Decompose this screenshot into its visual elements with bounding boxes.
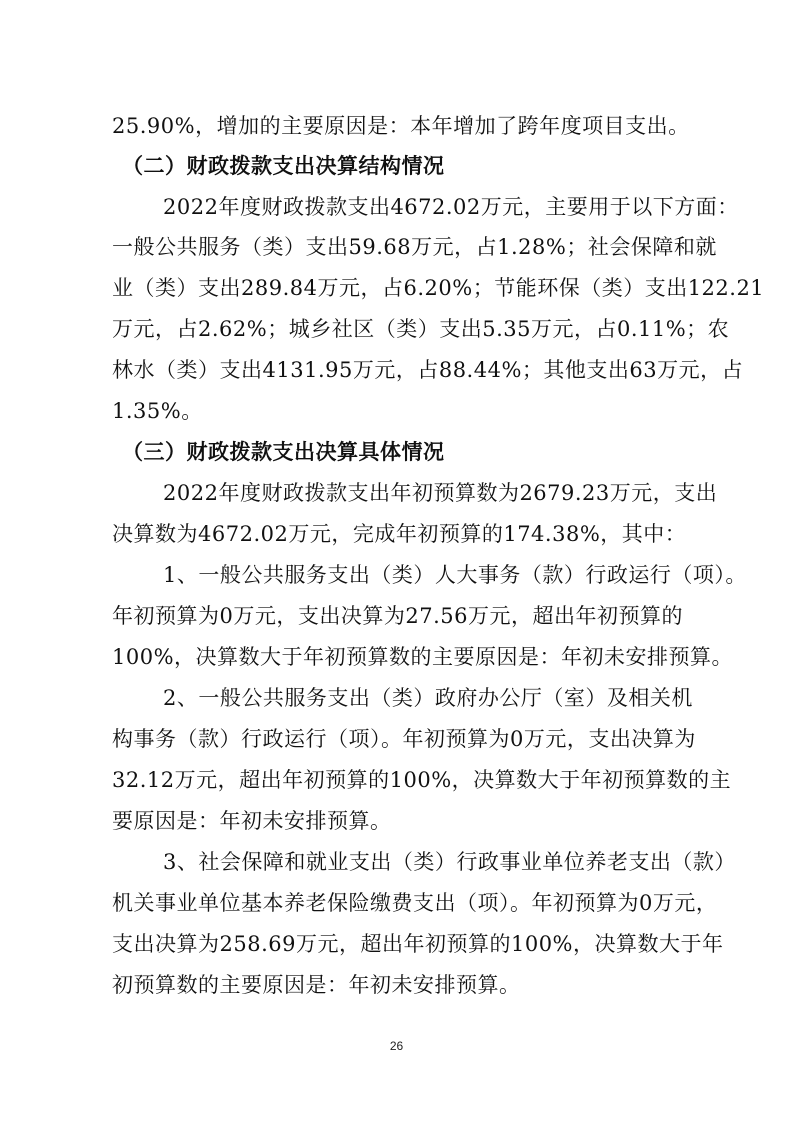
- paragraph-line: 初预算数的主要原因是：年初未安排预算。: [112, 973, 521, 997]
- paragraph-line: 林水（类）支出4131.95万元，占88.44%；其他支出63万元，占: [112, 358, 744, 382]
- paragraph-line: 100%，决算数大于年初预算数的主要原因是：年初未安排预算。: [112, 645, 734, 669]
- paragraph-line: 2022年度财政拨款支出年初预算数为2679.23万元，支出: [163, 481, 718, 505]
- section-heading: （二）财政拨款支出决算结构情况: [122, 154, 445, 178]
- paragraph-line: 构事务（款）行政运行（项）。年初预算为0万元，支出决算为: [112, 727, 696, 751]
- section-heading: （三）财政拨款支出决算具体情况: [122, 440, 445, 464]
- paragraph-line: 一般公共服务（类）支出59.68万元，占1.28%；社会保障和就: [112, 235, 717, 259]
- paragraph-line: 业（类）支出289.84万元，占6.20%；节能环保（类）支出122.21: [112, 276, 765, 300]
- paragraph-line: 年初预算为0万元，支出决算为27.56万元，超出年初预算的: [112, 604, 683, 628]
- paragraph-line: 32.12万元，超出年初预算的100%，决算数大于年初预算数的主: [112, 768, 732, 792]
- list-item-line: 3、社会保障和就业支出（类）行政事业单位养老支出（款）: [163, 850, 736, 874]
- paragraph-line: 万元，占2.62%；城乡社区（类）支出5.35万元，占0.11%；农: [112, 317, 730, 341]
- paragraph-line: 1.35%。: [112, 399, 203, 423]
- paragraph-line: 2022年度财政拨款支出4672.02万元，主要用于以下方面：: [163, 195, 739, 219]
- paragraph-line: 要原因是：年初未安排预算。: [112, 809, 392, 833]
- paragraph-line: 决算数为4672.02万元，完成年初预算的174.38%，其中：: [112, 522, 687, 546]
- page-number: 26: [389, 1039, 404, 1053]
- list-item-line: 2、一般公共服务支出（类）政府办公厅（室）及相关机: [163, 686, 693, 710]
- paragraph-line: 机关事业单位基本养老保险缴费支出（项）。年初预算为0万元，: [112, 891, 718, 915]
- paragraph-line: 支出决算为258.69万元，超出年初预算的100%，决算数大于年: [112, 932, 724, 956]
- list-item-line: 1、一般公共服务支出（类）人大事务（款）行政运行（项）。: [163, 563, 747, 587]
- paragraph-line: 25.90%，增加的主要原因是：本年增加了跨年度项目支出。: [112, 114, 690, 138]
